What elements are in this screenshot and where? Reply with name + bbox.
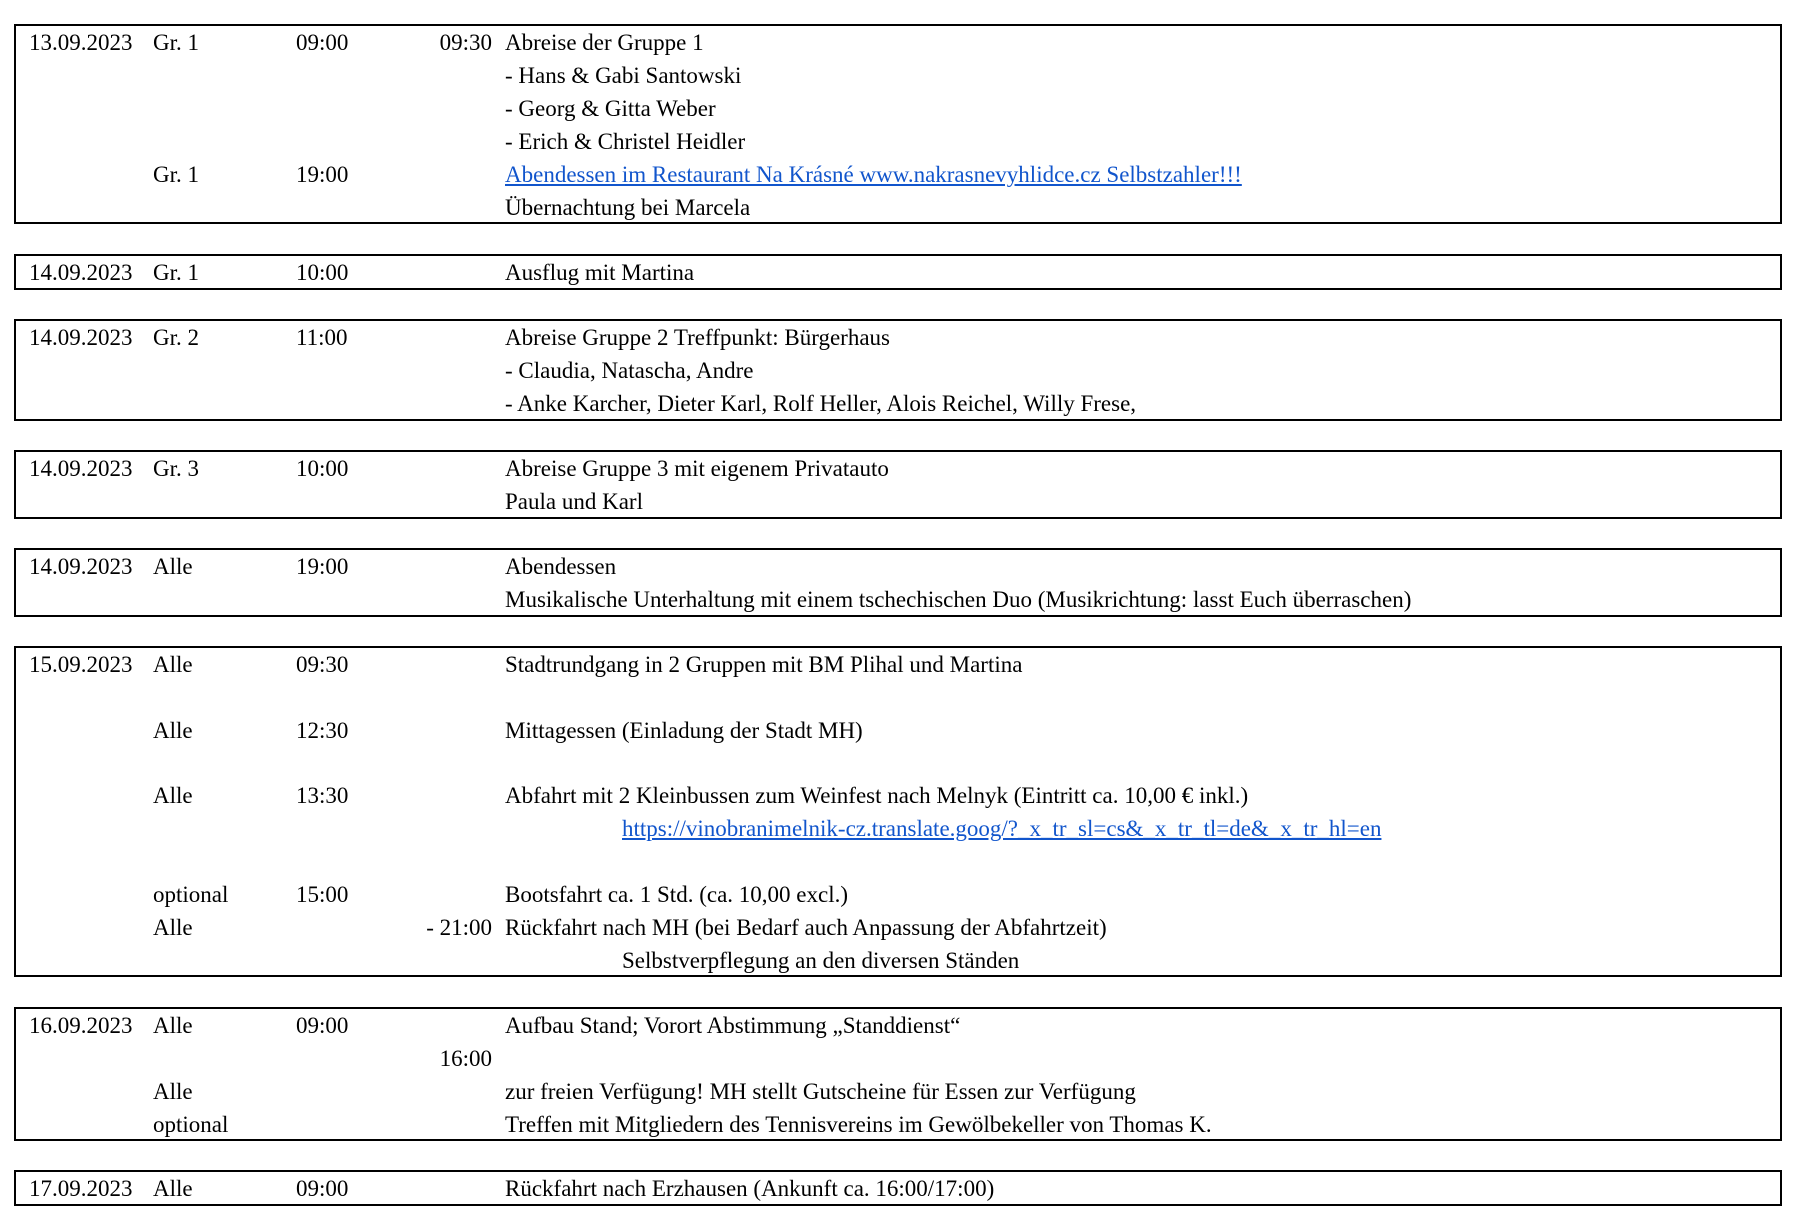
schedule-row (16, 1108, 1780, 1141)
schedule-row (16, 812, 1780, 845)
row-group: Alle (153, 783, 193, 808)
row-date: 17.09.2023 (29, 1176, 133, 1201)
schedule-row (16, 354, 1780, 387)
schedule-row (16, 256, 1780, 289)
row-group: Alle (153, 1013, 193, 1038)
schedule-row (16, 878, 1780, 911)
row-end-time: - 21:00 (426, 915, 492, 940)
row-start-time: 09:00 (296, 1176, 349, 1201)
row-start-time: 15:00 (296, 882, 349, 907)
row-description: Abreise Gruppe 3 mit eigenem Privatauto (505, 456, 889, 481)
row-description: Bootsfahrt ca. 1 Std. (ca. 10,00 excl.) (505, 882, 848, 907)
row-description: Abfahrt mit 2 Kleinbussen zum Weinfest nach Melnyk (Eintritt ca. 10,00 € inkl.) (505, 783, 1249, 808)
row-group: optional (153, 1112, 229, 1137)
row-start-time: 12:30 (296, 718, 349, 743)
row-date: 16.09.2023 (29, 1013, 133, 1038)
schedule-block-14-09-gr3 (14, 450, 1782, 519)
schedule-block-13-09 (14, 24, 1782, 224)
schedule-row (16, 944, 1780, 977)
schedule-row (16, 485, 1780, 518)
row-date: 15.09.2023 (29, 652, 133, 677)
schedule-block-17-09 (14, 1170, 1782, 1206)
row-description: Musikalische Unterhaltung mit einem tschechischen Duo (Musikrichtung: lasst Euch überraschen) (505, 587, 1412, 612)
row-description: Abreise der Gruppe 1 (505, 30, 704, 55)
schedule-row (16, 714, 1780, 747)
row-description: Aufbau Stand; Vorort Abstimmung „Standdienst“ (505, 1013, 961, 1038)
schedule-row (16, 1172, 1780, 1205)
row-description: Selbstverpflegung an den diversen Ständen (622, 948, 1020, 973)
row-date: 14.09.2023 (29, 325, 133, 350)
row-description: zur freien Verfügung! MH stellt Gutscheine für Essen zur Verfügung (505, 1079, 1136, 1104)
schedule-row (16, 648, 1780, 681)
row-description: Abendessen (505, 554, 617, 579)
schedule-row (16, 583, 1780, 616)
weinfest-link[interactable]: https://vinobranimelnik-cz.translate.goog/?_x_tr_sl=cs&_x_tr_tl=de&_x_tr_hl=en (622, 816, 1382, 841)
row-group: optional (153, 882, 229, 907)
row-description: Treffen mit Mitgliedern des Tennisvereins im Gewölbekeller von Thomas K. (505, 1112, 1212, 1137)
row-group: Alle (153, 718, 193, 743)
row-start-time: 10:00 (296, 260, 349, 285)
row-start-time: 13:30 (296, 783, 349, 808)
row-group: Alle (153, 1176, 193, 1201)
participant-line: - Georg & Gitta Weber (505, 96, 716, 121)
row-group: Alle (153, 915, 193, 940)
schedule-row (16, 26, 1780, 59)
row-group: Alle (153, 652, 193, 677)
row-description: Rückfahrt nach MH (bei Bedarf auch Anpassung der Abfahrtzeit) (505, 915, 1107, 940)
schedule-row (16, 1009, 1780, 1042)
participant-line: Paula und Karl (505, 489, 643, 514)
row-group: Alle (153, 554, 193, 579)
schedule-block-14-09-gr2 (14, 319, 1782, 421)
row-date: 14.09.2023 (29, 260, 133, 285)
schedule-row (16, 92, 1780, 125)
row-start-time: 09:30 (296, 652, 349, 677)
row-date: 14.09.2023 (29, 456, 133, 481)
row-group: Gr. 2 (153, 325, 199, 350)
row-group: Gr. 1 (153, 30, 199, 55)
schedule-row (16, 550, 1780, 583)
participant-line: - Claudia, Natascha, Andre (505, 358, 754, 383)
schedule-row (16, 125, 1780, 158)
schedule-row (16, 452, 1780, 485)
schedule-row (16, 191, 1780, 224)
row-group: Gr. 1 (153, 162, 199, 187)
schedule-row (16, 779, 1780, 812)
schedule-block-15-09 (14, 646, 1782, 977)
row-description: Ausflug mit Martina (505, 260, 695, 285)
row-end-time: 16:00 (439, 1046, 492, 1071)
participant-line: - Hans & Gabi Santowski (505, 63, 742, 88)
schedule-row (16, 59, 1780, 92)
row-start-time: 10:00 (296, 456, 349, 481)
schedule-block-16-09 (14, 1007, 1782, 1141)
row-group: Gr. 1 (153, 260, 199, 285)
schedule-block-14-09-alle (14, 548, 1782, 617)
row-group: Gr. 3 (153, 456, 199, 481)
row-start-time: 19:00 (296, 162, 349, 187)
row-group: Alle (153, 1079, 193, 1104)
row-start-time: 11:00 (296, 325, 348, 350)
row-description: Abreise Gruppe 2 Treffpunkt: Bürgerhaus (505, 325, 890, 350)
row-start-time: 09:00 (296, 1013, 349, 1038)
participant-line: - Erich & Christel Heidler (505, 129, 746, 154)
row-start-time: 19:00 (296, 554, 349, 579)
schedule-row (16, 158, 1780, 191)
schedule-row (16, 1075, 1780, 1108)
schedule-row (16, 387, 1780, 420)
schedule-row (16, 911, 1780, 944)
row-description: Mittagessen (Einladung der Stadt MH) (505, 718, 863, 743)
schedule-row (16, 321, 1780, 354)
schedule-row (16, 1042, 1780, 1075)
row-description: Stadtrundgang in 2 Gruppen mit BM Plihal und Martina (505, 652, 1023, 677)
row-date: 13.09.2023 (29, 30, 133, 55)
participant-line: - Anke Karcher, Dieter Karl, Rolf Heller, Alois Reichel, Willy Frese, (505, 391, 1137, 416)
restaurant-link[interactable]: Abendessen im Restaurant Na Krásné www.nakrasnevyhlidce.cz Selbstzahler!!! (505, 162, 1242, 187)
row-end-time: 09:30 (439, 30, 492, 55)
row-description: Rückfahrt nach Erzhausen (Ankunft ca. 16:00/17:00) (505, 1176, 995, 1201)
row-start-time: 09:00 (296, 30, 349, 55)
row-date: 14.09.2023 (29, 554, 133, 579)
schedule-block-14-09-gr1 (14, 254, 1782, 290)
row-description: Übernachtung bei Marcela (505, 195, 751, 220)
